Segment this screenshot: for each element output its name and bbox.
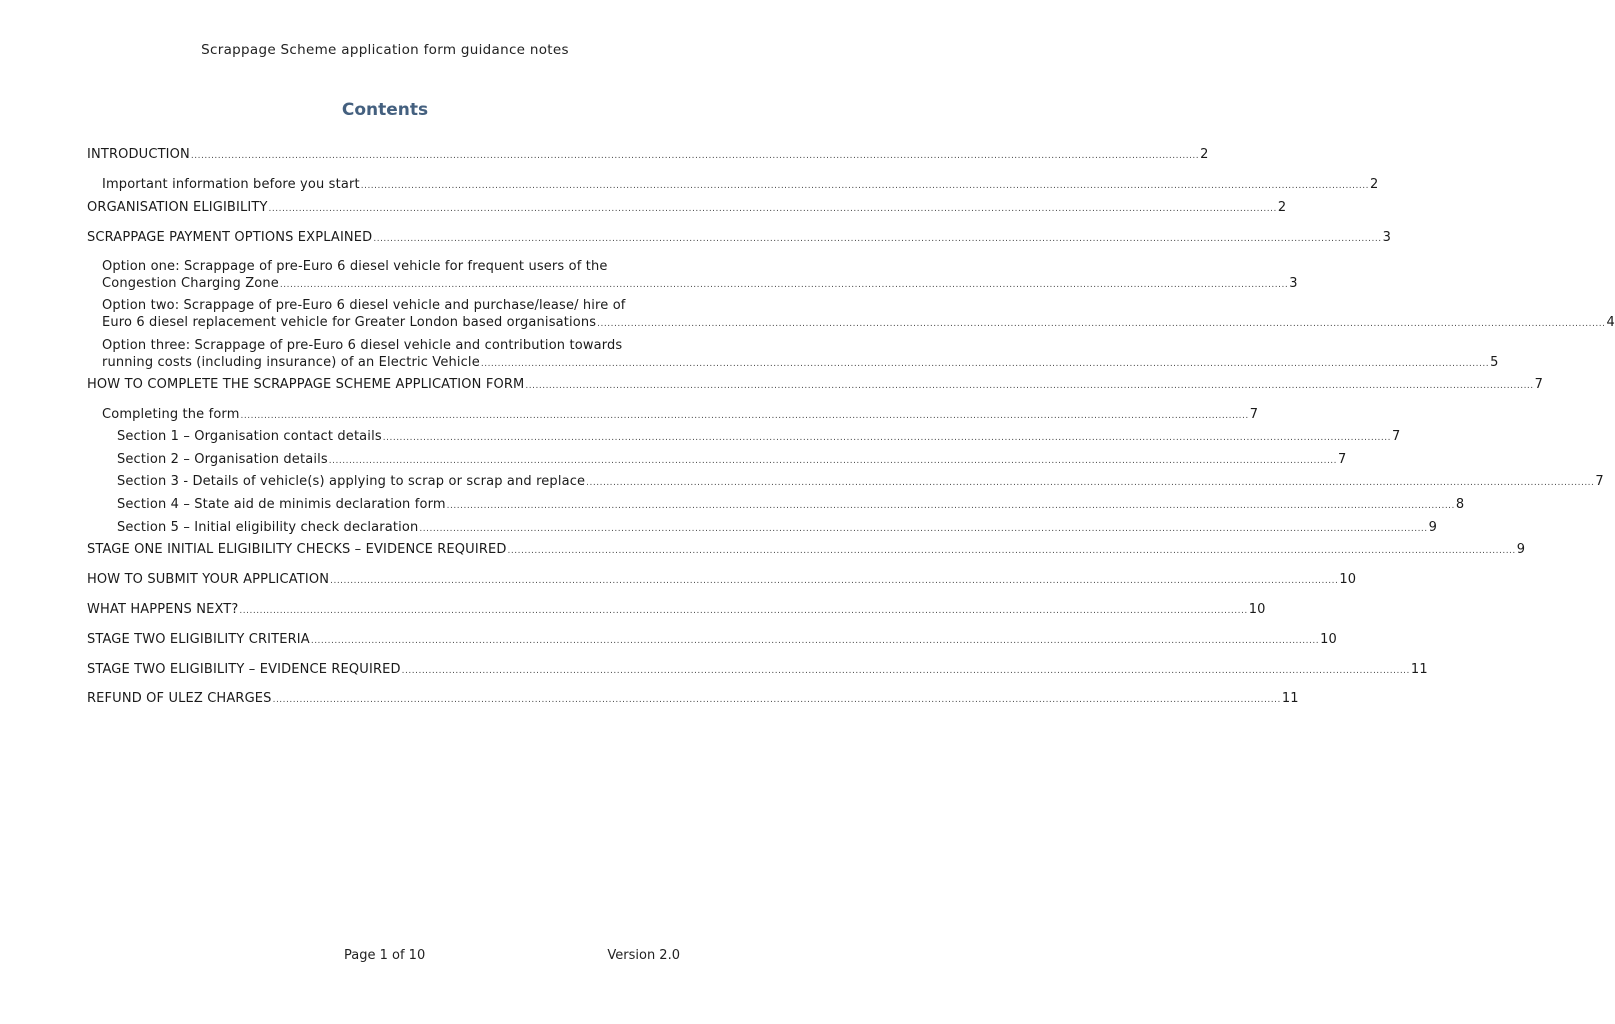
toc-entry-title: Euro 6 diesel replacement vehicle for Greater London based organisations bbox=[102, 315, 597, 330]
dot-leader: ............................................................................................................................................................................................................................................................................................................ bbox=[328, 456, 1338, 466]
toc-entry-page: 2 bbox=[1369, 177, 1379, 192]
toc-entry-title: Section 4 – State aid de minimis declaration form bbox=[117, 497, 446, 512]
toc-entry-page: 10 bbox=[1339, 572, 1357, 587]
version-label: Version 2.0 bbox=[607, 948, 680, 963]
dot-leader: ............................................................................................................................................................................................................................................................................................................ bbox=[597, 319, 1606, 329]
dot-leader: ............................................................................................................................................................................................................................................................................................................ bbox=[330, 576, 1339, 586]
dot-leader: ............................................................................................................................................................................................................................................................................................................ bbox=[240, 411, 1249, 421]
toc-entry[interactable] bbox=[117, 451, 1347, 470]
toc-entry-page: 2 bbox=[1277, 200, 1287, 215]
dot-leader: ............................................................................................................................................................................................................................................................................................................ bbox=[268, 204, 1277, 214]
toc-entry[interactable] bbox=[87, 601, 1266, 620]
toc-entry[interactable] bbox=[102, 258, 1298, 294]
toc-entry-title: Important information before you start bbox=[102, 177, 360, 192]
toc-entry[interactable] bbox=[102, 337, 1499, 373]
toc-entry-page: 7 bbox=[1595, 474, 1604, 489]
toc-entry[interactable] bbox=[102, 176, 1379, 195]
dot-leader: ............................................................................................................................................................................................................................................................................................................ bbox=[272, 695, 1281, 705]
toc-entry-title: running costs (including insurance) of an Electric Vehicle bbox=[102, 355, 480, 370]
toc-entry-page: 4 bbox=[1606, 315, 1615, 330]
page-header: Scrappage Scheme application form guidance notes bbox=[201, 42, 569, 58]
page-number: Page 1 of 10 bbox=[344, 948, 426, 963]
toc-entry-title: HOW TO COMPLETE THE SCRAPPAGE SCHEME APPLICATION FORM bbox=[87, 377, 525, 392]
toc-entry-page: 9 bbox=[1428, 520, 1438, 535]
toc-entry-page: 7 bbox=[1338, 452, 1347, 467]
toc-entry-title: WHAT HAPPENS NEXT? bbox=[87, 602, 239, 617]
toc-entry[interactable] bbox=[87, 146, 1209, 165]
toc-entry-title: REFUND OF ULEZ CHARGES bbox=[87, 691, 272, 706]
dot-leader: ............................................................................................................................................................................................................................................................................................................ bbox=[525, 381, 1534, 391]
toc-entry-title: HOW TO SUBMIT YOUR APPLICATION bbox=[87, 572, 330, 587]
dot-leader: ............................................................................................................................................................................................................................................................................................................ bbox=[373, 234, 1382, 244]
toc-entry[interactable] bbox=[87, 229, 1392, 248]
toc-entry-page: 3 bbox=[1382, 230, 1392, 245]
toc-entry-title-line1: Option one: Scrappage of pre-Euro 6 diesel vehicle for frequent users of the bbox=[102, 259, 608, 274]
toc-entry-page: 10 bbox=[1320, 632, 1337, 647]
toc-entry-page: 9 bbox=[1516, 542, 1526, 557]
toc-entry[interactable] bbox=[87, 631, 1337, 650]
toc-entry-title-line1: Option three: Scrappage of pre-Euro 6 diesel vehicle and contribution towards bbox=[102, 338, 623, 353]
dot-leader: ............................................................................................................................................................................................................................................................................................................ bbox=[401, 666, 1410, 676]
dot-leader: ............................................................................................................................................................................................................................................................................................................ bbox=[360, 181, 1369, 191]
dot-leader: ............................................................................................................................................................................................................................................................................................................ bbox=[507, 546, 1516, 556]
dot-leader: ............................................................................................................................................................................................................................................................................................................ bbox=[382, 433, 1392, 443]
toc-entry-title: INTRODUCTION bbox=[87, 147, 190, 162]
toc-entry-title: STAGE TWO ELIGIBILITY CRITERIA bbox=[87, 632, 310, 647]
toc-entry[interactable] bbox=[87, 690, 1299, 709]
toc-entry[interactable] bbox=[117, 428, 1401, 447]
toc-entry[interactable] bbox=[87, 376, 1544, 395]
toc-entry-title: STAGE ONE INITIAL ELIGIBILITY CHECKS – EVIDENCE REQUIRED bbox=[87, 542, 507, 557]
toc-entry[interactable] bbox=[117, 473, 1604, 492]
toc-entry[interactable] bbox=[87, 661, 1428, 680]
toc-entry-page: 10 bbox=[1248, 602, 1266, 617]
contents-title: Contents bbox=[341, 100, 429, 120]
toc-entry-title: Section 5 – Initial eligibility check declaration bbox=[117, 520, 419, 535]
toc-entry[interactable] bbox=[87, 541, 1526, 560]
toc-entry-title: SCRAPPAGE PAYMENT OPTIONS EXPLAINED bbox=[87, 230, 373, 245]
toc-entry[interactable] bbox=[117, 519, 1438, 538]
toc-entry-title-line1: Option two: Scrappage of pre-Euro 6 diesel vehicle and purchase/lease/ hire of bbox=[102, 298, 626, 313]
toc-entry[interactable] bbox=[117, 496, 1465, 515]
toc-entry-title: STAGE TWO ELIGIBILITY – EVIDENCE REQUIRED bbox=[87, 662, 401, 677]
dot-leader: ............................................................................................................................................................................................................................................................................................................ bbox=[239, 606, 1248, 616]
toc-entry-title: Section 1 – Organisation contact details bbox=[117, 429, 382, 444]
toc-entry-page: 8 bbox=[1455, 497, 1465, 512]
dot-leader: ............................................................................................................................................................................................................................................................................................................ bbox=[190, 151, 1200, 161]
dot-leader: ............................................................................................................................................................................................................................................................................................................ bbox=[446, 501, 1455, 511]
toc-entry[interactable] bbox=[102, 406, 1259, 425]
toc-entry-title: Completing the form bbox=[102, 407, 240, 422]
toc-entry-page: 2 bbox=[1200, 147, 1209, 162]
dot-leader: ............................................................................................................................................................................................................................................................................................................ bbox=[310, 636, 1320, 646]
toc-entry[interactable] bbox=[102, 297, 1615, 333]
toc-entry-page: 11 bbox=[1410, 662, 1428, 677]
toc-entry-page: 5 bbox=[1490, 355, 1499, 370]
toc-entry-page: 11 bbox=[1281, 691, 1299, 706]
toc-entry[interactable] bbox=[87, 199, 1287, 218]
toc-entry-page: 7 bbox=[1249, 407, 1259, 422]
dot-leader: ............................................................................................................................................................................................................................................................................................................ bbox=[279, 280, 1289, 290]
toc-entry[interactable] bbox=[87, 571, 1357, 590]
toc-entry-title: Section 3 - Details of vehicle(s) applying to scrap or scrap and replace bbox=[117, 474, 586, 489]
toc-entry-page: 7 bbox=[1534, 377, 1544, 392]
toc-entry-title: Section 2 – Organisation details bbox=[117, 452, 328, 467]
dot-leader: ............................................................................................................................................................................................................................................................................................................ bbox=[419, 524, 1428, 534]
dot-leader: ............................................................................................................................................................................................................................................................................................................ bbox=[586, 478, 1595, 488]
dot-leader: ............................................................................................................................................................................................................................................................................................................ bbox=[480, 359, 1490, 369]
toc-entry-page: 3 bbox=[1289, 276, 1298, 291]
toc-entry-title: Congestion Charging Zone bbox=[102, 276, 279, 291]
toc-entry-title: ORGANISATION ELIGIBILITY bbox=[87, 200, 268, 215]
toc-entry-page: 7 bbox=[1392, 429, 1401, 444]
